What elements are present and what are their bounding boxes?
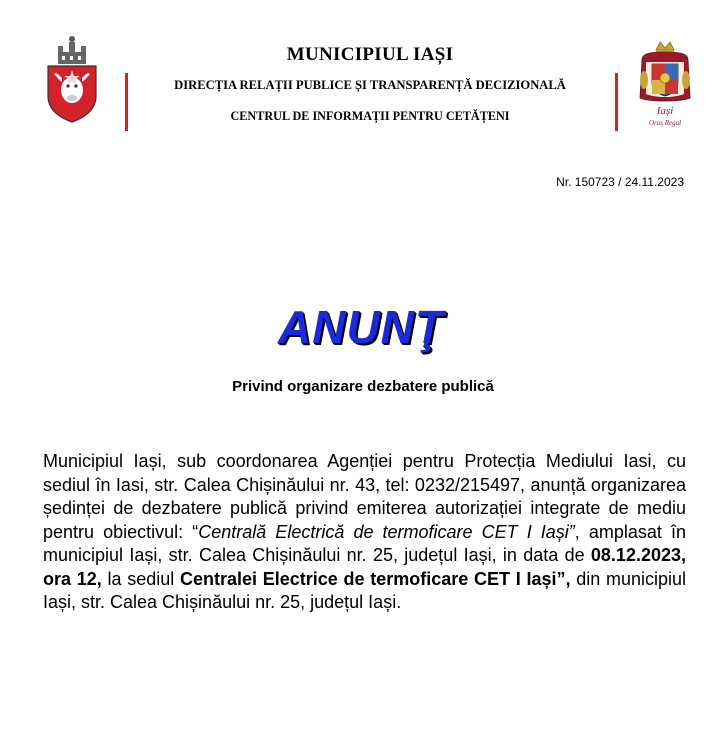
body-part-3: la sediul [101, 568, 180, 589]
center-name: CENTRUL DE INFORMAȚII PENTRU CETĂȚENI [230, 109, 510, 123]
header-left-divider [125, 73, 128, 131]
logo-text-iasi: Iași [656, 105, 674, 117]
announcement-heading: ANUNŢ [278, 301, 444, 353]
registration-number: Nr. 150723 / 24.11.2023 [556, 175, 684, 189]
meeting-venue: Centralei Electrice de termoficare CET I Iași”, [179, 568, 571, 589]
project-name: Centrală Electrică de termoficare CET I Iași” [198, 521, 575, 542]
announcement-body [43, 450, 686, 615]
institution-title: MUNICIPIUL IAȘI [286, 44, 454, 65]
body-part-4: din municipiul Iași, str. Calea Chișinăului nr. 25, județul Iași. [43, 568, 686, 612]
announcement-subtitle: Privind organizare dezbatere publică [232, 378, 494, 395]
iasi-oras-regal-logo-icon [634, 38, 696, 130]
logo-text-oras-regal: Oraș Regal [648, 119, 682, 127]
meeting-date-time: 08.12.2023, ora 12, [43, 545, 686, 589]
iasi-coat-of-arms-icon [44, 34, 100, 124]
document-header [0, 0, 722, 140]
directorate-name: DIRECȚIA RELAȚII PUBLICE ȘI TRANSPARENȚĂ DECIZIONALĂ [174, 78, 566, 92]
body-part-1: Municipiul Iași, sub coordonarea Agenției pentru Protecția Mediului Iasi, cu sediul în Iasi, str. Calea Chișinăului nr. 43, tel: 0232/215497, anunță organizarea ședinței de dezbatere publică privind emiterea autorizației integrate de mediu pentru obiectivul: “ [43, 451, 686, 542]
body-part-2: , amplasat în municipiul Iași, str. Calea Chișinăului nr. 25, județul Iași, in data de [43, 521, 686, 565]
header-right-divider [615, 73, 618, 131]
